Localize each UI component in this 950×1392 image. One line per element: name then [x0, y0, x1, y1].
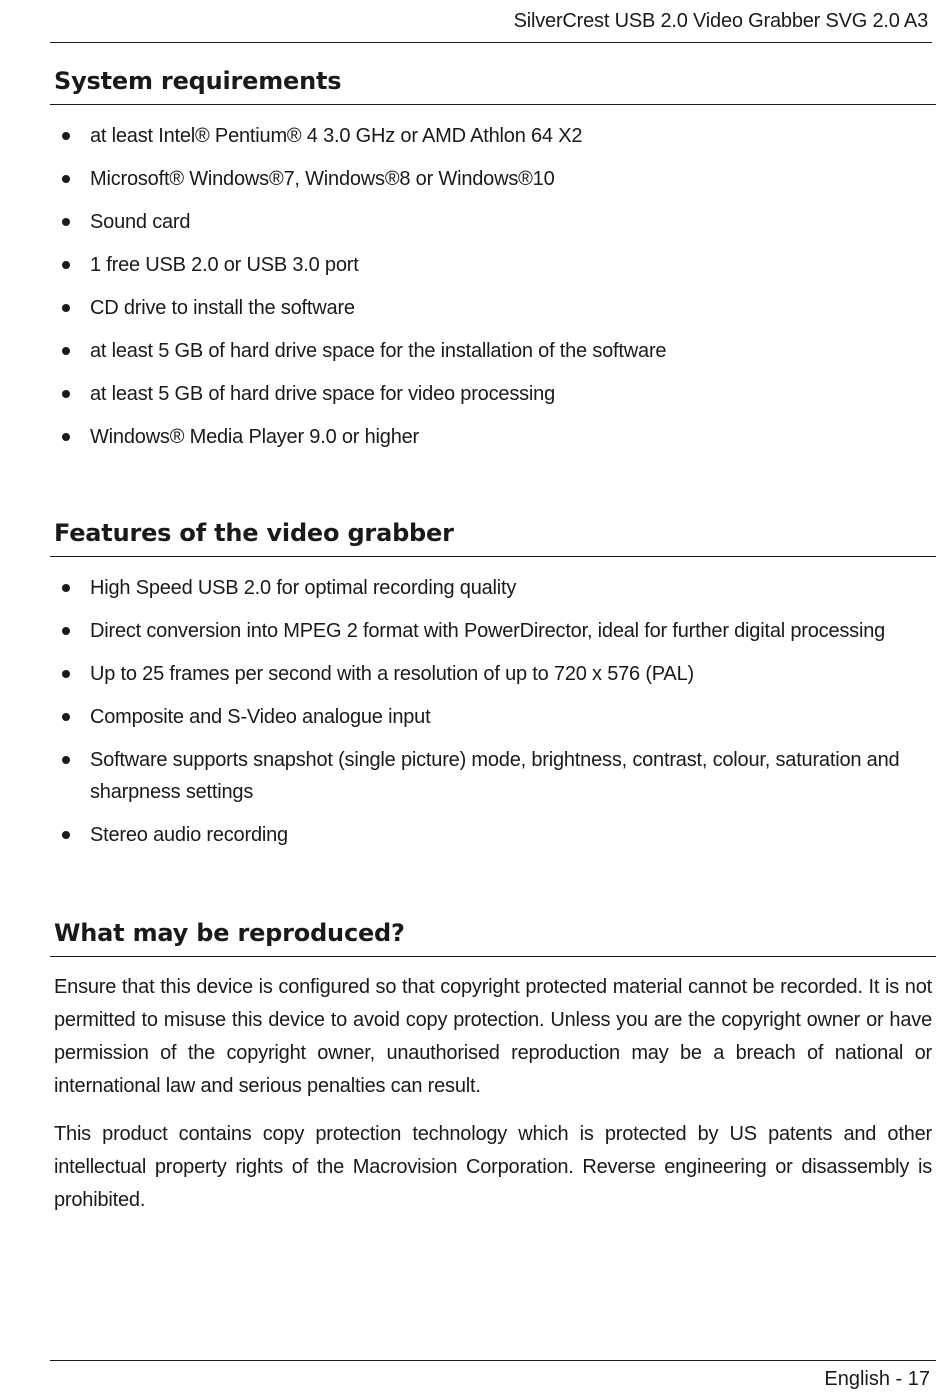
- list-item: Windows® Media Player 9.0 or higher: [54, 421, 910, 453]
- list-item: Direct conversion into MPEG 2 format with PowerDirector, ideal for further digital processing: [54, 615, 910, 647]
- list-item: Software supports snapshot (single picture) mode, brightness, contrast, colour, saturation and sharpness settings: [54, 744, 910, 808]
- system-requirements-list: [54, 120, 910, 464]
- list-item: Composite and S-Video analogue input: [54, 701, 910, 733]
- list-item: Up to 25 frames per second with a resolution of up to 720 x 576 (PAL): [54, 658, 910, 690]
- list-item: Sound card: [54, 206, 910, 238]
- features-list: [54, 572, 910, 862]
- page-number: English - 17: [824, 1368, 930, 1390]
- header-rule: [50, 42, 932, 43]
- list-item: at least 5 GB of hard drive space for video processing: [54, 378, 910, 410]
- footer-rule: [50, 1360, 936, 1361]
- paragraph-copy-protection: This product contains copy protection technology which is protected by US patents and other intellectual property rights of the Macrovision Corporation. Reverse engineering or disassembly is prohibited.: [54, 1123, 932, 1211]
- section-heading-reproduction: What may be reproduced?: [54, 919, 405, 947]
- section-rule-reproduction: [50, 956, 936, 957]
- section-heading-features: Features of the video grabber: [54, 519, 454, 547]
- list-item: at least Intel® Pentium® 4 3.0 GHz or AMD Athlon 64 X2: [54, 120, 910, 152]
- section-heading-system-requirements: System requirements: [54, 67, 342, 95]
- list-item: High Speed USB 2.0 for optimal recording quality: [54, 572, 910, 604]
- paragraph-copyright-notice: Ensure that this device is configured so that copyright protected material cannot be recorded. It is not permitted to misuse this device to avoid copy protection. Unless you are the copyright owner or have permission of the copyright owner, unauthorised reproduction may be a breach of national or international law and serious penalties can result.: [54, 976, 932, 1097]
- list-item: 1 free USB 2.0 or USB 3.0 port: [54, 249, 910, 281]
- list-item: at least 5 GB of hard drive space for the installation of the software: [54, 335, 910, 367]
- list-item: Stereo audio recording: [54, 819, 910, 851]
- section-rule-features: [50, 556, 936, 557]
- running-header: SilverCrest USB 2.0 Video Grabber SVG 2.0 A3: [513, 10, 928, 32]
- list-item: Microsoft® Windows®7, Windows®8 or Windows®10: [54, 163, 910, 195]
- list-item: CD drive to install the software: [54, 292, 910, 324]
- section-rule-system-requirements: [50, 104, 936, 105]
